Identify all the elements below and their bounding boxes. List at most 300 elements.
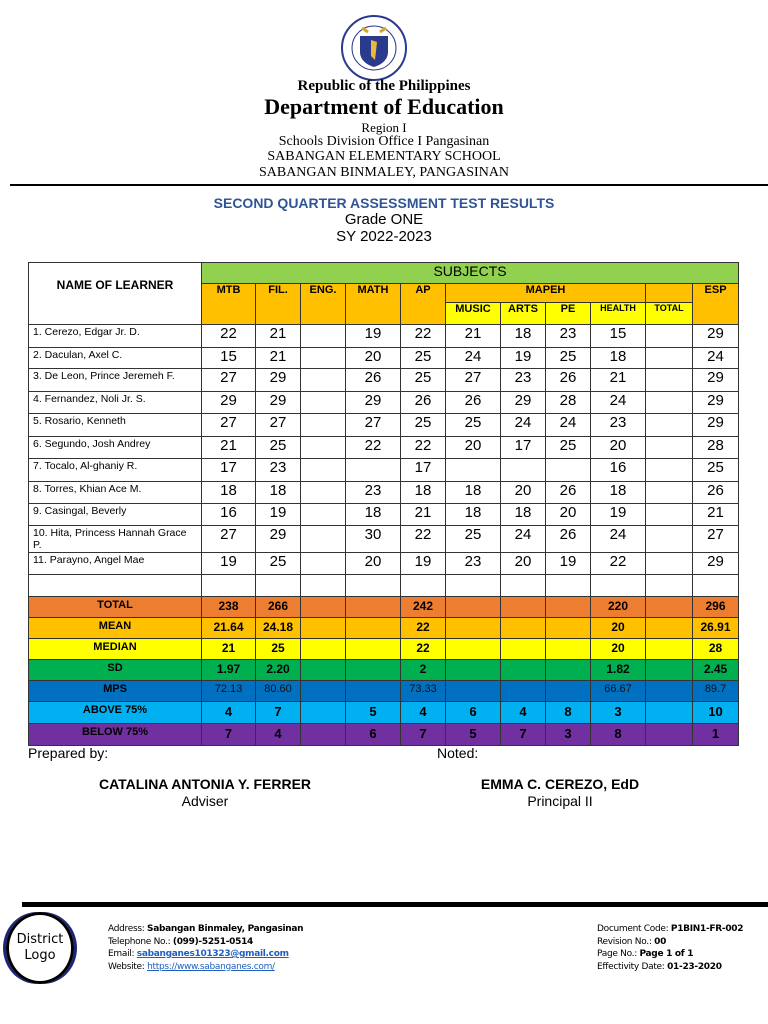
score-cell [646,526,693,553]
score-cell: 18 [501,325,546,348]
summary-value [301,681,346,702]
school-address: SABANGAN BINMALEY, PANGASINAN [258,165,510,180]
score-cell [446,459,501,482]
page-label: Page No.: [597,949,640,959]
address-value: Sabangan Binmaley, Pangasinan [147,924,304,934]
score-cell [301,348,346,369]
summary-value: 21.64 [202,618,256,639]
district-logo [6,912,74,984]
score-cell: 18 [446,504,501,526]
summary-value [346,639,401,660]
summary-label: MEDIAN [29,639,202,660]
score-cell: 29 [256,526,301,553]
score-cell: 23 [256,459,301,482]
republic-heading: Republic of the Philippines [297,78,471,94]
score-cell: 21 [256,348,301,369]
score-cell: 29 [501,392,546,414]
summary-value [301,618,346,639]
noted-label: Noted: [437,745,479,761]
blank-cell [29,575,202,597]
website-link[interactable]: https://www.sabanganes.com/ [147,961,275,972]
score-cell [646,504,693,526]
column-header-9: TOTAL [646,303,693,325]
contact-info [108,923,303,973]
phone-value: (099)-5251-0514 [172,936,253,947]
summary-value: 4 [202,702,256,724]
learner-row [29,437,739,459]
score-cell: 19 [501,348,546,369]
school-name: SABANGAN ELEMENTARY SCHOOL [267,149,501,164]
summary-value [301,660,346,681]
score-cell: 26 [546,369,591,392]
summary-row-sd [29,660,739,681]
summary-value [546,597,591,618]
summary-value: 10 [693,702,739,724]
score-cell: 25 [446,526,501,553]
score-cell: 28 [693,437,739,459]
doc-code-label: Document Code: [597,924,671,934]
summary-value [301,639,346,660]
summary-value: 238 [202,597,256,618]
score-cell: 26 [546,482,591,504]
effectivity-label: Effectivity Date: [597,961,668,972]
score-cell: 29 [693,325,739,348]
score-cell: 27 [202,414,256,437]
summary-value: 3 [546,724,591,746]
score-cell: 27 [202,369,256,392]
score-cell: 23 [446,553,501,575]
score-cell [301,526,346,553]
score-cell: 25 [446,414,501,437]
document-info [597,923,743,973]
adviser-title: Adviser [181,793,229,809]
score-cell: 19 [546,553,591,575]
blank-row [29,575,739,597]
score-cell: 22 [202,325,256,348]
column-header-10: ESP [693,284,739,325]
score-cell: 24 [501,526,546,553]
summary-value: 220 [591,597,646,618]
score-cell: 29 [346,392,401,414]
score-cell: 18 [346,504,401,526]
column-header-0: MTB [202,284,256,325]
score-cell: 21 [591,369,646,392]
summary-value [346,681,401,702]
learner-name: 11. Parayno, Angel Mae [29,553,202,575]
learner-row [29,482,739,504]
summary-value: 6 [446,702,501,724]
blank-cell [693,575,739,597]
column-header-5: MUSIC [446,303,501,325]
score-cell: 18 [591,482,646,504]
summary-value: 5 [346,702,401,724]
blank-cell [401,575,446,597]
blank-cell [501,575,546,597]
score-cell: 21 [256,325,301,348]
score-cell [301,414,346,437]
learner-row [29,392,739,414]
principal-name: EMMA C. CEREZO, EdD [480,776,640,792]
score-cell: 27 [346,414,401,437]
score-cell [501,459,546,482]
learner-name: 7. Tocalo, Al-ghaniy R. [29,459,202,482]
score-cell: 19 [202,553,256,575]
summary-value [501,681,546,702]
score-cell: 20 [501,482,546,504]
adviser-name: CATALINA ANTONIA Y. FERRER [98,776,312,792]
summary-value: 22 [401,639,446,660]
score-cell: 18 [591,348,646,369]
learner-row [29,348,739,369]
score-cell: 15 [591,325,646,348]
score-cell: 25 [401,348,446,369]
score-cell: 24 [546,414,591,437]
learner-name: 2. Daculan, Axel C. [29,348,202,369]
page-value: Page 1 of 1 [639,949,694,959]
score-cell: 23 [501,369,546,392]
score-cell: 30 [346,526,401,553]
summary-value [501,639,546,660]
blank-cell [256,575,301,597]
learner-row [29,369,739,392]
revision-label: Revision No.: [597,936,655,947]
summary-value: 2.45 [693,660,739,681]
blank-cell [546,575,591,597]
score-cell [301,392,346,414]
score-cell [546,459,591,482]
district-logo-text: District Logo [16,932,64,963]
score-cell: 24 [693,348,739,369]
summary-value: 66.67 [591,681,646,702]
score-cell: 22 [401,437,446,459]
summary-value [646,681,693,702]
score-cell: 24 [591,392,646,414]
summary-value [301,724,346,746]
summary-value: 1.97 [202,660,256,681]
summary-value [346,597,401,618]
score-cell: 18 [501,504,546,526]
score-cell [646,392,693,414]
score-cell [646,325,693,348]
summary-value: 25 [256,639,301,660]
score-cell: 23 [546,325,591,348]
score-cell: 22 [401,526,446,553]
score-cell: 24 [591,526,646,553]
summary-value: 7 [501,724,546,746]
summary-value: 28 [693,639,739,660]
summary-row-above-75- [29,702,739,724]
score-cell: 29 [693,369,739,392]
doc-code-value: P1BIN1-FR-002 [670,924,744,934]
summary-label: BELOW 75% [29,724,202,746]
score-cell: 16 [591,459,646,482]
footer-divider [22,902,768,907]
score-cell: 26 [401,392,446,414]
learner-row [29,526,739,553]
summary-value: 7 [256,702,301,724]
summary-value [446,618,501,639]
summary-value [646,660,693,681]
score-cell: 20 [446,437,501,459]
summary-label: TOTAL [29,597,202,618]
summary-label: MEAN [29,618,202,639]
blank-cell [301,575,346,597]
score-cell: 22 [591,553,646,575]
score-cell: 20 [591,437,646,459]
summary-value [346,618,401,639]
score-cell: 25 [401,414,446,437]
summary-value [446,597,501,618]
summary-value [646,702,693,724]
score-cell: 18 [256,482,301,504]
summary-value: 4 [401,702,446,724]
score-cell [646,348,693,369]
summary-value: 5 [446,724,501,746]
score-cell [646,369,693,392]
summary-value: 20 [591,639,646,660]
revision-value: 00 [654,936,667,947]
score-cell: 22 [401,325,446,348]
summary-value: 22 [401,618,446,639]
summary-value: 3 [591,702,646,724]
score-cell: 27 [693,526,739,553]
grade-level: Grade ONE [344,211,424,228]
score-cell: 27 [256,414,301,437]
summary-value: 80.60 [256,681,301,702]
score-cell: 19 [346,325,401,348]
score-cell: 15 [202,348,256,369]
name-of-learner-header: NAME OF LEARNER [29,263,202,325]
summary-value [501,597,546,618]
summary-value: 266 [256,597,301,618]
report-title: SECOND QUARTER ASSESSMENT TEST RESULTS [213,195,555,211]
prepared-by-label: Prepared by: [28,745,109,761]
score-cell: 29 [202,392,256,414]
score-cell: 25 [546,437,591,459]
results-table [28,262,739,746]
score-cell: 19 [256,504,301,526]
summary-value [446,681,501,702]
summary-row-median [29,639,739,660]
summary-value: 89.7 [693,681,739,702]
school-year: SY 2022-2023 [336,228,432,245]
score-cell: 20 [346,348,401,369]
score-cell: 24 [501,414,546,437]
learner-name: 4. Fernandez, Noli Jr. S. [29,392,202,414]
score-cell [346,459,401,482]
phone-label: Telephone No.: [108,936,173,947]
learner-row [29,325,739,348]
blank-cell [646,575,693,597]
score-cell: 20 [346,553,401,575]
summary-value [446,639,501,660]
column-header-1: FIL. [256,284,301,325]
score-cell [646,459,693,482]
score-cell: 26 [546,526,591,553]
summary-value [646,618,693,639]
score-cell: 26 [693,482,739,504]
blank-cell [446,575,501,597]
region: Region I [361,120,407,135]
score-cell: 28 [546,392,591,414]
deped-seal-logo [338,14,410,82]
score-cell: 20 [501,553,546,575]
blank-cell [346,575,401,597]
score-cell [301,325,346,348]
learner-row [29,553,739,575]
summary-label: SD [29,660,202,681]
score-cell: 23 [346,482,401,504]
blank-cell [591,575,646,597]
score-cell: 25 [546,348,591,369]
score-cell [301,369,346,392]
summary-row-mean [29,618,739,639]
learner-row [29,414,739,437]
score-cell [301,437,346,459]
summary-value: 4 [256,724,301,746]
summary-value: 26.91 [693,618,739,639]
score-cell: 26 [346,369,401,392]
summary-value: 24.18 [256,618,301,639]
score-cell: 18 [446,482,501,504]
column-header-7: PE [546,303,591,325]
score-cell [646,414,693,437]
score-cell: 29 [693,414,739,437]
score-cell: 25 [401,369,446,392]
column-header-6: ARTS [501,303,546,325]
summary-value: 73.33 [401,681,446,702]
summary-value: 21 [202,639,256,660]
score-cell [646,482,693,504]
score-cell: 24 [446,348,501,369]
summary-value [546,618,591,639]
division: Schools Division Office I Pangasinan [278,134,490,149]
learner-name: 10. Hita, Princess Hannah Grace P. [29,526,202,553]
score-cell [301,459,346,482]
score-cell: 19 [591,504,646,526]
score-cell [646,553,693,575]
summary-value: 20 [591,618,646,639]
learner-name: 3. De Leon, Prince Jeremeh F. [29,369,202,392]
score-cell: 25 [256,553,301,575]
summary-value [446,660,501,681]
score-cell: 18 [202,482,256,504]
summary-value: 7 [401,724,446,746]
summary-value: 2 [401,660,446,681]
score-cell: 17 [401,459,446,482]
score-cell: 17 [202,459,256,482]
score-cell: 23 [591,414,646,437]
summary-value: 7 [202,724,256,746]
summary-value [546,639,591,660]
learner-name: 1. Cerezo, Edgar Jr. D. [29,325,202,348]
summary-value: 242 [401,597,446,618]
learner-row [29,459,739,482]
score-cell: 20 [546,504,591,526]
summary-value [501,618,546,639]
summary-value [546,660,591,681]
summary-value: 1 [693,724,739,746]
subjects-header: SUBJECTS [202,263,739,284]
summary-value [646,724,693,746]
score-cell: 16 [202,504,256,526]
score-cell: 22 [346,437,401,459]
summary-value: 72.13 [202,681,256,702]
column-header-8: HEALTH [591,303,646,325]
score-cell [301,553,346,575]
learner-name: 9. Casingal, Beverly [29,504,202,526]
summary-value [501,660,546,681]
score-cell: 29 [256,369,301,392]
email-link[interactable]: sabanganes101323@gmail.com [136,949,289,959]
header-divider [10,184,768,186]
summary-value [646,639,693,660]
website-label: Website: [108,961,148,972]
score-cell: 26 [446,392,501,414]
summary-row-total [29,597,739,618]
score-cell: 19 [401,553,446,575]
score-cell [301,482,346,504]
score-cell [301,504,346,526]
score-cell: 21 [693,504,739,526]
summary-value [301,702,346,724]
summary-label: MPS [29,681,202,702]
summary-value [301,597,346,618]
summary-value [646,597,693,618]
score-cell: 21 [446,325,501,348]
score-cell: 29 [693,553,739,575]
score-cell [646,437,693,459]
score-cell: 25 [693,459,739,482]
score-cell: 29 [693,392,739,414]
summary-value: 8 [546,702,591,724]
score-cell: 27 [446,369,501,392]
summary-value: 8 [591,724,646,746]
score-cell: 18 [401,482,446,504]
summary-value: 2.20 [256,660,301,681]
learner-row [29,504,739,526]
learner-name: 8. Torres, Khian Ace M. [29,482,202,504]
address-label: Address: [108,924,148,934]
blank-cell [202,575,256,597]
effectivity-value: 01-23-2020 [667,961,722,972]
summary-row-below-75- [29,724,739,746]
column-header-2: ENG. [301,284,346,325]
mapeh-header: MAPEH [446,284,646,303]
column-header-4: AP [401,284,446,325]
summary-value: 6 [346,724,401,746]
learner-name: 5. Rosario, Kenneth [29,414,202,437]
summary-value [546,681,591,702]
score-cell: 21 [401,504,446,526]
department-heading: Department of Education [264,94,504,119]
summary-value: 1.82 [591,660,646,681]
score-cell: 27 [202,526,256,553]
mapeh-blank-cell [646,284,693,303]
score-cell: 25 [256,437,301,459]
summary-value: 4 [501,702,546,724]
score-cell: 29 [256,392,301,414]
summary-row-mps [29,681,739,702]
learner-name: 6. Segundo, Josh Andrey [29,437,202,459]
email-label: Email: [108,949,137,959]
principal-title: Principal II [527,793,593,809]
score-cell: 17 [501,437,546,459]
summary-value: 296 [693,597,739,618]
summary-value [346,660,401,681]
summary-label: ABOVE 75% [29,702,202,724]
column-header-3: MATH [346,284,401,325]
